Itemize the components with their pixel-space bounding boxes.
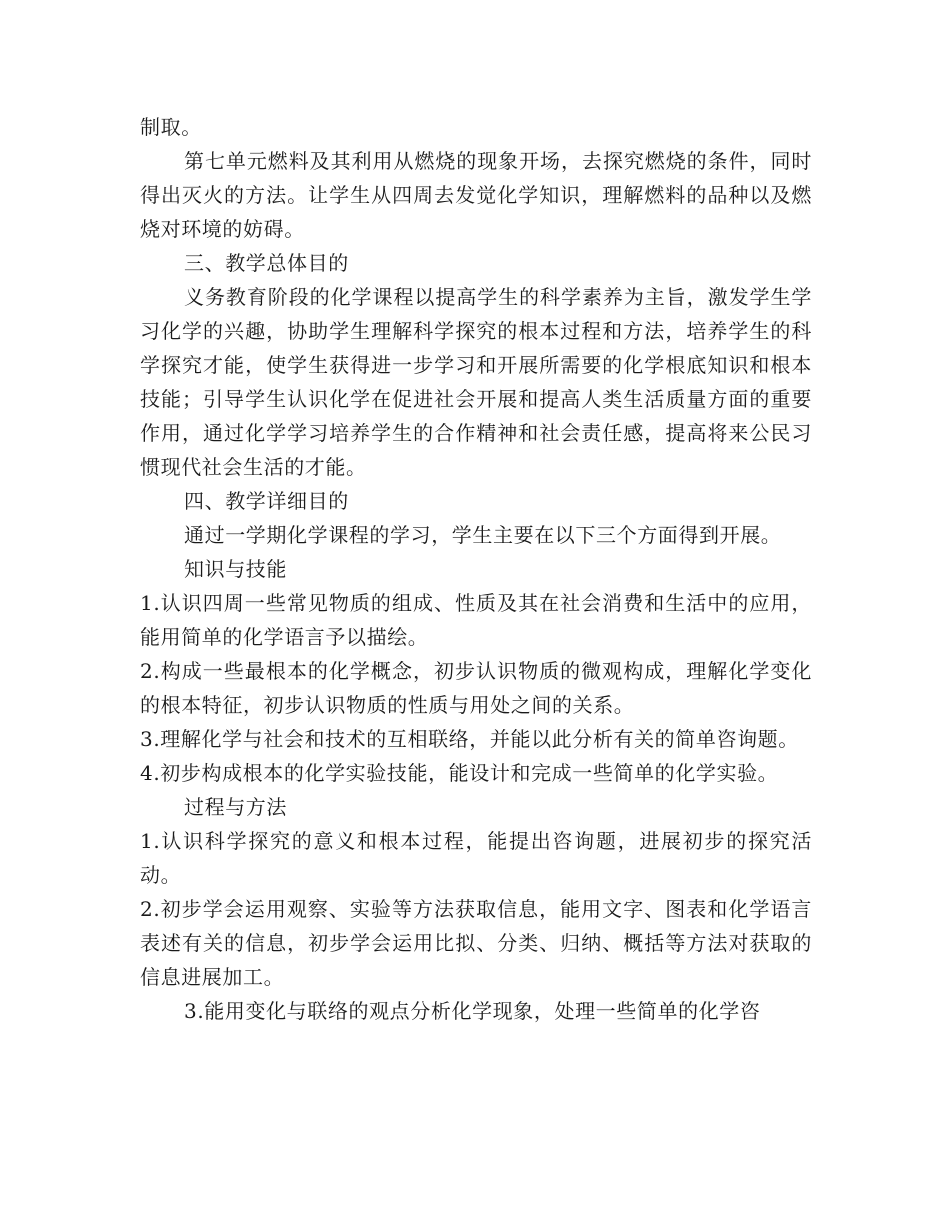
section-heading-overall-goals: 三、教学总体目的: [184, 251, 349, 275]
paragraph-detailed-intro: 通过一学期化学课程的学习，学生主要在以下三个方面得到开展。: [184, 523, 782, 547]
document-body: [140, 110, 812, 1028]
list-item-process-3: 3.能用变化与联络的观点分析化学现象，处理一些简单的化学咨: [184, 999, 761, 1023]
list-item-knowledge-2: 2.构成一些最根本的化学概念，初步认识物质的微观构成，理解化学变化的根本特征，初步认识物质的性质与用处之间的关系。: [140, 659, 812, 717]
list-item-knowledge-1: 1.认识四周一些常见物质的组成、性质及其在社会消费和生活中的应用，能用简单的化学语言予以描绘。: [140, 591, 812, 649]
subheading-process-methods: 过程与方法: [184, 795, 287, 819]
list-item-process-2: 2.初步学会运用观察、实验等方法获取信息，能用文字、图表和化学语言表述有关的信息，初步学会运用比拟、分类、归纳、概括等方法对获取的信息进展加工。: [140, 897, 812, 989]
subheading-knowledge-skills: 知识与技能: [184, 557, 287, 581]
paragraph-overall-goals: 义务教育阶段的化学课程以提高学生的科学素养为主旨，激发学生学习化学的兴趣，协助学生理解科学探究的根本过程和方法，培养学生的科学探究才能，使学生获得进一步学习和开展所需要的化学根底知识和根本技能；引导学生认识化学在促进社会开展和提高人类生活质量方面的重要作用，通过化学学习培养学生的合作精神和社会责任感，提高将来公民习惯现代社会生活的才能。: [140, 285, 812, 479]
paragraph-unit-seven: 第七单元燃料及其利用从燃烧的现象开场，去探究燃烧的条件，同时得出灭火的方法。让学生从四周去发觉化学知识，理解燃料的品种以及燃烧对环境的妨碍。: [140, 149, 812, 241]
paragraph-continuation: 制取。: [140, 115, 202, 139]
section-heading-detailed-goals: 四、教学详细目的: [184, 489, 349, 513]
list-item-knowledge-4: 4.初步构成根本的化学实验技能，能设计和完成一些简单的化学实验。: [140, 761, 779, 785]
list-item-process-1: 1.认识科学探究的意义和根本过程，能提出咨询题，进展初步的探究活动。: [140, 829, 812, 887]
list-item-knowledge-3: 3.理解化学与社会和技术的互相联络，并能以此分析有关的简单咨询题。: [140, 727, 799, 751]
